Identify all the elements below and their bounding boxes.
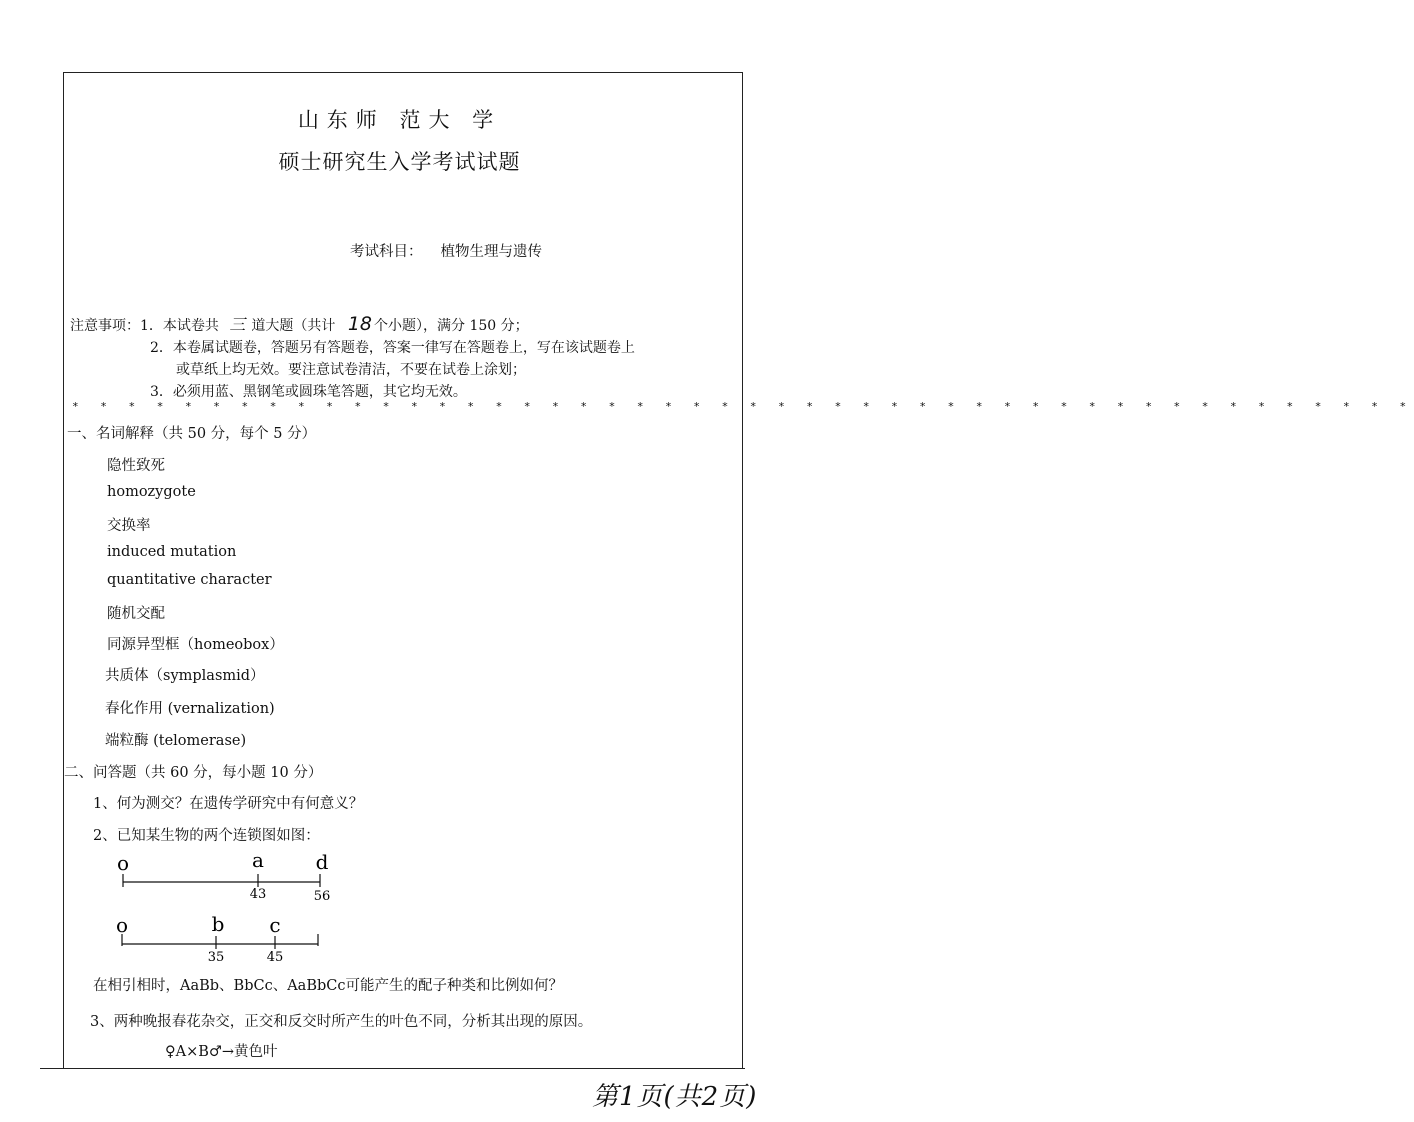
map1-locus-a: a — [252, 848, 264, 872]
term-item: homozygote — [107, 484, 196, 500]
exam-title: 硕士研究生入学考试试题 — [278, 150, 521, 174]
note-2: 2．本卷属试题卷，答题另有答题卷，答案一律写在答题卷上，写在该试题卷上 — [150, 340, 635, 356]
notes-lead: 注意事项： — [70, 318, 140, 334]
subject-value: 植物生理与遗传 — [440, 244, 542, 260]
cross-notation: ♀A×B♂→黄色叶 — [165, 1044, 278, 1060]
note-1-text-b: 道大题（共计 — [251, 318, 336, 334]
map2-locus-o: o — [115, 913, 129, 937]
term-item: 端粒酶 (telomerase) — [105, 733, 247, 749]
map1-locus-o: o — [116, 851, 130, 875]
note-2-cont: 或草纸上均无效。要注意试卷清洁，不要在试卷上涂划； — [176, 362, 526, 378]
linkage-map-1 — [110, 850, 350, 905]
map2-pos-b: 35 — [207, 950, 225, 965]
university-name: 山东师 范大 学 — [297, 108, 502, 132]
map1-pos-d: 56 — [313, 889, 331, 904]
map2-locus-c: c — [269, 913, 281, 937]
question-2: 2、已知某生物的两个连锁图如图： — [93, 828, 320, 844]
bottom-rule — [40, 1068, 745, 1069]
map2-pos-c: 45 — [266, 950, 284, 965]
term-item: 隐性致死 — [107, 458, 165, 474]
section2-heading: 二、问答题（共 60 分，每小题 10 分） — [64, 765, 323, 781]
note-1 — [70, 313, 635, 337]
note-3: 3．必须用蓝、黑钢笔或圆珠笔答题，其它均无效。 — [150, 384, 467, 400]
note-1-text-c: 个小题），满分 150 分； — [374, 318, 529, 334]
subject-label: 考试科目： — [350, 244, 423, 260]
note-1-handwritten-total: 18 — [347, 313, 373, 335]
separator-stars: * * * * * * * * * * * * * * * * * * * * * * * * * * * * * * * * * * * * * * * * * * * * * * * * — [72, 400, 1414, 413]
map2-locus-b: b — [211, 912, 225, 936]
term-item: 交换率 — [107, 518, 151, 534]
exam-subject — [350, 240, 542, 261]
term-item: induced mutation — [107, 544, 237, 560]
linkage-map-2 — [110, 912, 350, 967]
question-3: 3、两种晚报春花杂交，正交和反交时所产生的叶色不同，分析其出现的原因。 — [90, 1014, 593, 1030]
question-1: 1、何为测交？在遗传学研究中有何意义？ — [93, 796, 364, 812]
term-item: quantitative character — [107, 572, 272, 588]
notes-block — [70, 313, 635, 403]
term-item: 共质体（symplasmid） — [105, 668, 265, 684]
map1-locus-d: d — [315, 850, 329, 874]
section1-heading: 一、名词解释（共 50 分，每个 5 分） — [67, 426, 317, 442]
term-item: 随机交配 — [107, 606, 165, 622]
term-item: 同源异型框（homeobox） — [107, 637, 284, 653]
note-1-handwritten-count: 三 — [229, 315, 246, 334]
term-item: 春化作用 (vernalization) — [105, 701, 275, 717]
map1-pos-a: 43 — [249, 887, 267, 902]
note-1-text-a: 1．本试卷共 — [140, 318, 219, 334]
question-2-followup: 在相引相时，AaBb、BbCc、AaBbCc可能产生的配子种类和比例如何？ — [93, 978, 563, 994]
page-number-handwritten: 第1页(共2页) — [592, 1082, 758, 1112]
